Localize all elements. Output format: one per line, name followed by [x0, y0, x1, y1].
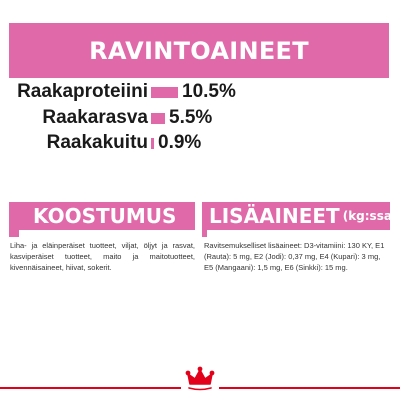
nutrient-label: Raakaproteiini	[17, 81, 148, 102]
nutrient-value: 10.5%	[182, 81, 236, 102]
additives-title: LISÄAINEET	[209, 204, 340, 228]
nutrient-row	[0, 131, 400, 155]
nutrient-label: Raakarasva	[42, 107, 148, 128]
nutrient-value: 5.5%	[169, 107, 213, 128]
composition-banner	[9, 202, 195, 230]
nutrient-row	[0, 106, 400, 130]
crown-logo-icon	[181, 364, 219, 392]
nutrients-banner	[9, 23, 389, 78]
nutrient-value: 0.9%	[158, 132, 202, 153]
additives-text: Ravitsemukselliset lisäaineet: D3-vitamiini: 130 KY, E1 (Rauta): 5 mg, E2 (Jodi): 0,37 mg, E4 (Kupari): 3 mg, E5 (Mangaani): 1,5 mg, E6 (Sinkki): 15 mg.	[204, 241, 385, 272]
nutrient-label: Raakakuitu	[46, 132, 148, 153]
composition-text: Liha- ja eläinperäiset tuotteet, viljat, öljyt ja rasvat, kasviperäiset tuotteet, maito ja maitotuotteet, kivennäisaineet, hiivat, sokerit.	[10, 241, 195, 272]
nutrient-row	[0, 80, 400, 104]
composition-title: KOOSTUMUS	[33, 204, 177, 228]
nutrient-bar	[151, 113, 165, 124]
additives-banner-tail	[202, 230, 207, 237]
composition-banner-tail	[9, 230, 19, 237]
nutrient-bar	[151, 87, 178, 98]
nutrients-title: RAVINTOAINEET	[89, 36, 309, 65]
additives-banner	[202, 202, 398, 230]
nutrient-bar	[151, 138, 154, 149]
additives-unit: (kg:ssa)	[342, 209, 398, 223]
